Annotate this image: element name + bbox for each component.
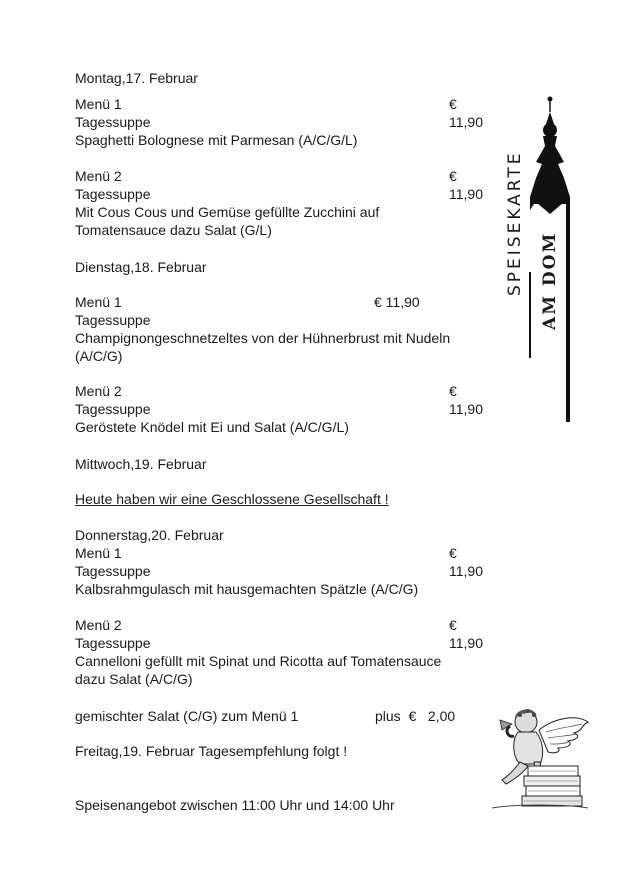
day-heading-tuesday: Dienstag,18. Februar: [75, 259, 207, 275]
menu-item: [75, 544, 483, 598]
menu-item: [75, 616, 483, 688]
menu-soup: Tagessuppe: [75, 186, 151, 202]
menu-name: Menü 1: [75, 96, 122, 112]
menu-name: Menü 2: [75, 168, 122, 184]
cherub-illustration: [484, 700, 594, 810]
menu-price: € 11,90: [374, 294, 420, 310]
logo: [498, 92, 578, 422]
friday-notice: Freitag,19. Februar Tagesempfehlung folgt !: [75, 743, 348, 759]
menu-price: € 11,90: [449, 617, 483, 651]
closed-notice: Heute haben wir eine Geschlossene Gesellschaft !: [75, 491, 389, 507]
day-heading-wednesday: Mittwoch,19. Februar: [75, 456, 207, 472]
cherub-icon: [484, 700, 594, 810]
day-heading-monday: Montag,17. Februar: [75, 70, 198, 86]
menu-name: Menü 1: [75, 294, 122, 310]
day-heading-thursday: Donnerstag,20. Februar: [75, 527, 224, 543]
menu-price: € 11,90: [449, 545, 483, 579]
menu-dish: Mit Cous Cous und Gemüse gefüllte Zucchini auf Tomatensauce dazu Salat (G/L): [75, 204, 380, 238]
menu-name: Menü 2: [75, 383, 122, 399]
extra-salad-price: plus € 2,00: [375, 708, 456, 724]
menu-soup: Tagessuppe: [75, 635, 151, 651]
menu-soup: Tagessuppe: [75, 563, 151, 579]
logo-text-speisekarte: SPEISEKARTE: [505, 150, 525, 296]
menu-dish: Champignongeschnetzeltes von der Hühnerbrust mit Nudeln (A/C/G): [75, 330, 451, 364]
logo-text-am-dom: AM DOM: [540, 231, 560, 330]
opening-hours: Speisenangebot zwischen 11:00 Uhr und 14:00 Uhr: [75, 797, 395, 813]
menu-price: € 11,90: [449, 383, 483, 417]
menu-price: € 11,90: [449, 96, 483, 130]
menu-item: [75, 382, 483, 436]
menu-dish: Geröstete Knödel mit Ei und Salat (A/C/G/L): [75, 419, 349, 435]
menu-dish: Kalbsrahmgulasch mit hausgemachten Spätzle (A/C/G): [75, 581, 419, 597]
menu-name: Menü 2: [75, 617, 122, 633]
menu-dish: Cannelloni gefüllt mit Spinat und Ricotta auf Tomatensauce dazu Salat (A/C/G): [75, 653, 442, 687]
menu-soup: Tagessuppe: [75, 114, 151, 130]
menu-soup: Tagessuppe: [75, 401, 151, 417]
menu-name: Menü 1: [75, 545, 122, 561]
menu-dish: Spaghetti Bolognese mit Parmesan (A/C/G/L): [75, 132, 358, 148]
menu-item: [75, 95, 483, 149]
menu-soup: Tagessuppe: [75, 312, 151, 328]
menu-price: € 11,90: [449, 168, 483, 202]
menu-item: [75, 167, 483, 239]
extra-salad-label: gemischter Salat (C/G) zum Menü 1: [75, 708, 299, 724]
menu-item: [75, 293, 475, 365]
